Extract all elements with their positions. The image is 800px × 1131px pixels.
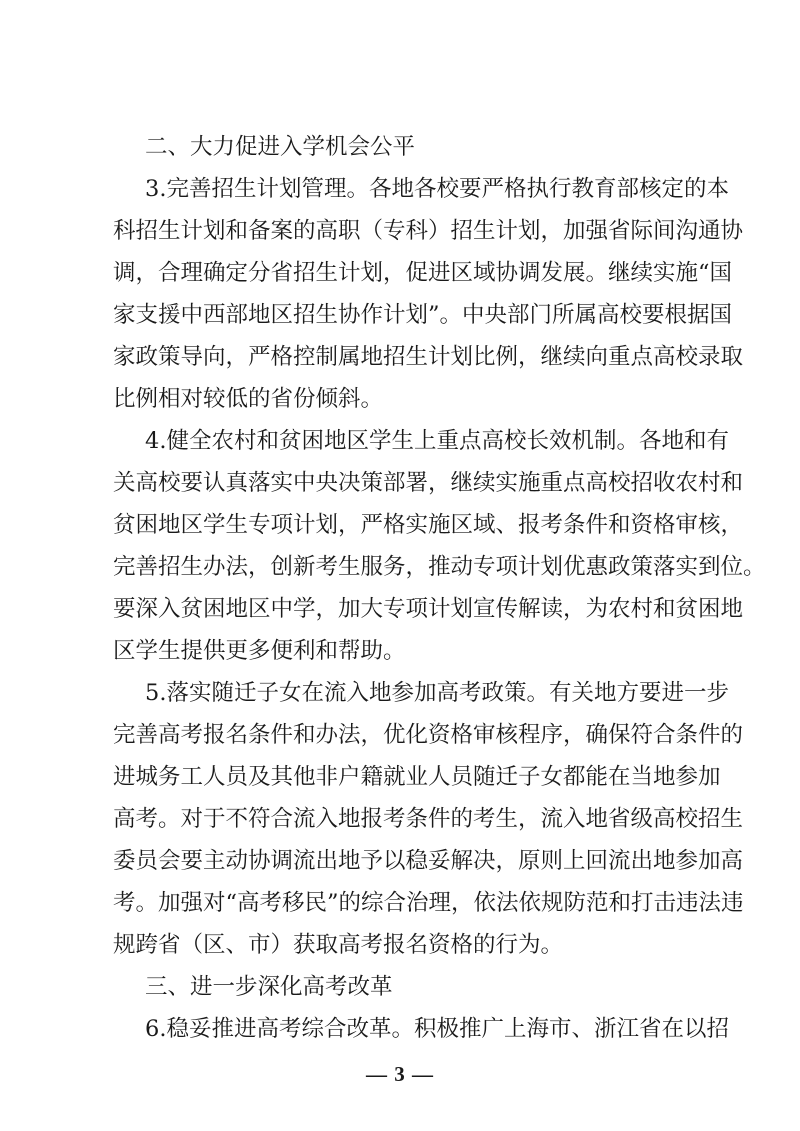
- item-3-line-3: 调，合理确定分省招生计划，促进区域协调发展。继续实施“国: [113, 260, 733, 286]
- item-5-line-1: 5.落实随迁子女在流入地参加高考政策。有关地方要进一步: [145, 680, 729, 706]
- item-3-line-4: 家支援中西部地区招生协作计划”。中央部门所属高校要根据国: [113, 302, 733, 328]
- item-3-line-5: 家政策导向，严格控制属地招生计划比例，继续向重点高校录取: [113, 344, 744, 370]
- item-4-line-6: 区学生提供更多便利和帮助。: [113, 638, 406, 664]
- item-5-line-5: 委员会要主动协调流出地予以稳妥解决，原则上回流出地参加高: [113, 848, 744, 874]
- item-5-line-4: 高考。对于不符合流入地报考条件的考生，流入地省级高校招生: [113, 806, 744, 832]
- section-heading-2: 二、大力促进入学机会公平: [145, 134, 416, 160]
- item-5-line-7: 规跨省（区、市）获取高考报名资格的行为。: [113, 932, 564, 958]
- item-6-line-1: 6.稳妥推进高考综合改革。积极推广上海市、浙江省在以招: [145, 1016, 729, 1042]
- item-4-line-4: 完善招生办法，创新考生服务，推动专项计划优惠政策落实到位。: [113, 554, 766, 580]
- section-heading-3: 三、进一步深化高考改革: [145, 974, 393, 1000]
- page-number: — 3 —: [366, 1062, 434, 1086]
- item-3-line-1: 3.完善招生计划管理。各地各校要严格执行教育部核定的本: [145, 176, 729, 202]
- item-4-line-1: 4.健全农村和贫困地区学生上重点高校长效机制。各地和有: [145, 428, 729, 454]
- item-5-line-3: 进城务工人员及其他非户籍就业人员随迁子女都能在当地参加: [113, 764, 721, 790]
- item-3-line-2: 科招生计划和备案的高职（专科）招生计划，加强省际间沟通协: [113, 218, 744, 244]
- item-3-line-6: 比例相对较低的省份倾斜。: [113, 386, 384, 412]
- item-5-line-6: 考。加强对“高考移民”的综合治理，依法依规防范和打击违法违: [113, 890, 744, 916]
- item-4-line-3: 贫困地区学生专项计划，严格实施区域、报考条件和资格审核，: [113, 512, 744, 538]
- item-5-line-2: 完善高考报名条件和办法，优化资格审核程序，确保符合条件的: [113, 722, 744, 748]
- item-4-line-5: 要深入贫困地区中学，加大专项计划宣传解读，为农村和贫困地: [113, 596, 744, 622]
- item-4-line-2: 关高校要认真落实中央决策部署，继续实施重点高校招收农村和: [113, 470, 744, 496]
